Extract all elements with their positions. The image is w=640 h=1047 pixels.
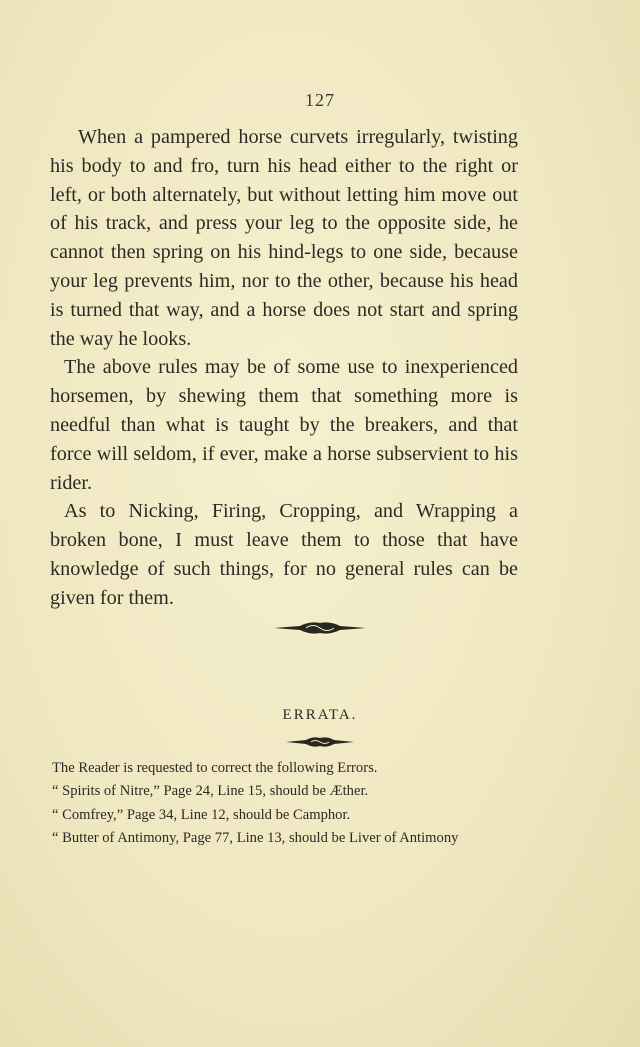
page-number: 127 [305,90,335,110]
errata-entry: “ Spirits of Nitre,” Page 24, Line 15, should be Æther. [52,783,369,800]
paragraph-curvets: When a pampered horse curvets irregularly, twisting his body to and fro, turn his head either to the right or left, or both alternately, but without letting him move out of his track, and press your leg to the opposite side, he cannot then spring on his hind-legs to one side, because your leg prevents him, nor to the other, because his head is turned that way, and a horse does not start and spring the way he looks. [50,126,518,350]
errata-intro: The Reader is requested to correct the following Errors. [52,760,378,776]
ornament-divider-small [0,733,640,754]
ornament-flourish-icon [270,620,370,636]
errata-entry: “ Butter of Antimony, Page 77, Line 13, should be Liver of Antimony [52,830,459,847]
paragraph-rules: The above rules may be of some use to inexperienced horsemen, by shewing them that something more is needful than what is taught by the breakers, and that force will seldom, if ever, make a horse subservient to his rider. [50,356,518,494]
ornament-divider [0,616,640,642]
paragraph-nicking: As to Nicking, Firing, Cropping, and Wrapping a broken bone, I must leave them to those that have knowledge of such things, for no general rules can be given for them. [50,500,518,609]
errata-heading: ERRATA. [282,707,358,723]
body-text [50,123,518,613]
ornament-flourish-small-icon [284,735,356,749]
errata-list [52,757,522,851]
errata-entry: “ Comfrey,” Page 34, Line 12, should be Camphor. [52,806,351,823]
